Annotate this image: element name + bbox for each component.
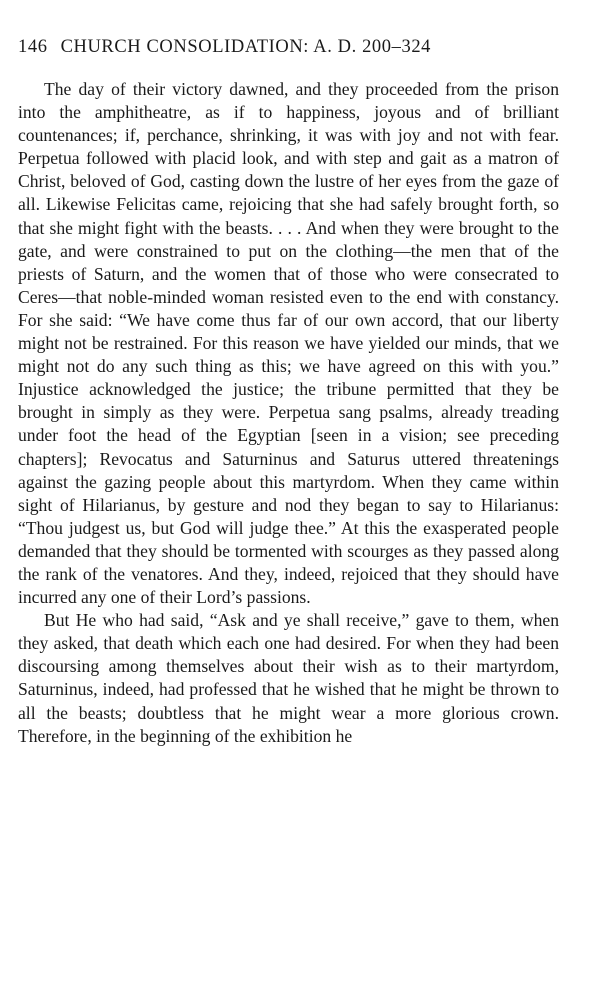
paragraph: The day of their victory dawned, and they proceeded from the prison into the amphitheatre, as if to happiness, joyous and of brilliant countenances; if, perchance, shrinking, it was with joy and not with fear. Perpetua followed with placid look, and with step and gait as a matron of Christ, beloved of God, casting down the lustre of her eyes from the gaze of all. Likewise Felicitas came, rejoicing that she had safely brought forth, so that she might fight with the beasts. . . . And when they were brought to the gate, and were constrained to put on the clothing—the men that of the priests of Saturn, and the women that of those who were consecrated to Ceres—that noble-minded woman resisted even to the end with constancy. For she said: “We have come thus far of our own accord, that our liberty might not be restrained. For this reason we have yielded our minds, that we might not do any such thing as this; we have agreed on this with you.” Injustice acknowledged the justice; the tribune permitted that they be brought in simply as they were. Perpetua sang psalms, already treading under foot the head of the Egyptian [seen in a vision; see preceding chapters]; Revocatus and Saturninus and Saturus uttered threatenings against the gazing people about this martyrdom. When they came within sight of Hilarianus, by gesture and nod they began to say to Hilarianus: “Thou judgest us, but God will judge thee.” At this the exasperated people demanded that they should be tormented with scourges as they passed along the rank of the venatores. And they, indeed, rejoiced that they should have incurred any one of their Lord’s passions. bbox=[18, 79, 559, 608]
running-title: CHURCH CONSOLIDATION: A. D. 200–324 bbox=[60, 37, 432, 57]
page-number: 146 bbox=[18, 37, 48, 57]
paragraph: But He who had said, “Ask and ye shall receive,” gave to them, when they asked, that death which each one had desired. For when they had been discoursing among themselves about their wish as to their martyrdom, Saturninus, indeed, had professed that he wished that he might be thrown to all the beasts; doubtless that he might wear a more glorious crown. Therefore, in the beginning of the exhibition he bbox=[18, 610, 559, 746]
book-page bbox=[18, 36, 559, 748]
body-text bbox=[18, 78, 559, 748]
running-head bbox=[18, 36, 559, 58]
